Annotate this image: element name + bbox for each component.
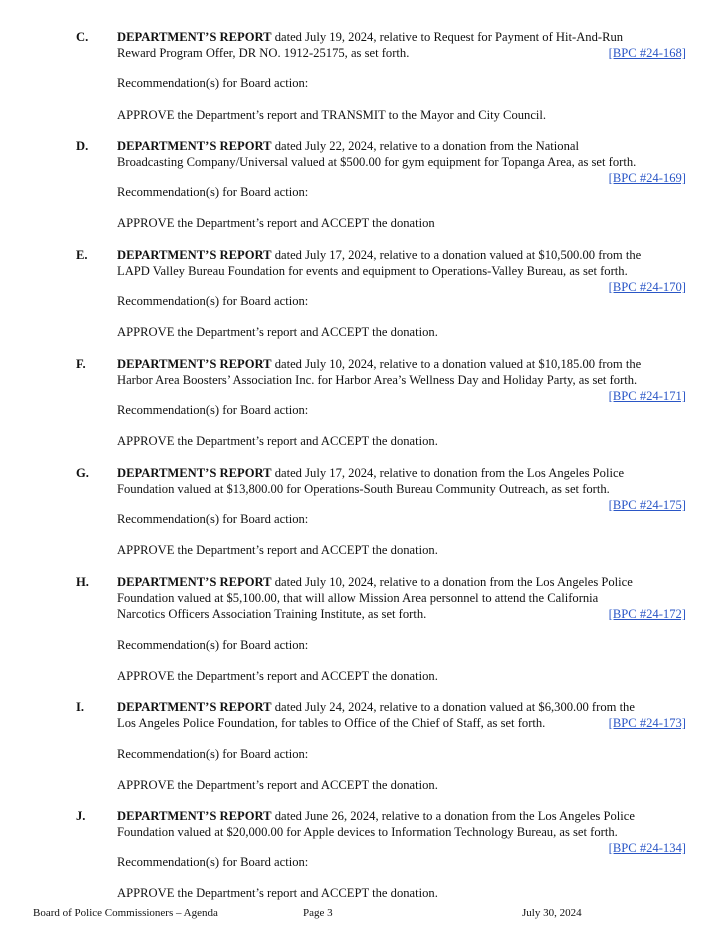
bpc-link-24-175[interactable]: [BPC #24-175] [608, 498, 686, 512]
bpc-link-24-168[interactable]: [BPC #24-168] [608, 46, 686, 60]
item-letter: C. [76, 30, 89, 44]
recommended-action: APPROVE the Department’s report and TRANSMIT to the Mayor and City Council. [117, 108, 547, 122]
report-label: DEPARTMENT’S REPORT [117, 357, 272, 371]
report-label: DEPARTMENT’S REPORT [117, 466, 272, 480]
footer-date: July 30, 2024 [522, 907, 582, 919]
item-letter: I. [76, 700, 85, 714]
recommendation-label: Recommendation(s) for Board action: [117, 76, 309, 90]
bpc-link-24-172[interactable]: [BPC #24-172] [608, 607, 686, 621]
bpc-link-24-134[interactable]: [BPC #24-134] [608, 841, 686, 855]
report-label: DEPARTMENT’S REPORT [117, 139, 272, 153]
recommended-action: APPROVE the Department’s report and ACCEPT the donation. [117, 543, 438, 557]
item-letter: D. [76, 139, 89, 153]
item-description: DEPARTMENT’S REPORT dated June 26, 2024, relative to a donation from the Los Angeles Police Foundation valued at $20,000.00 for Apple devices to Information Technology Bureau, as set forth. [BPC #24-134] [117, 809, 686, 855]
item-description: DEPARTMENT’S REPORT dated July 17, 2024, relative to donation from the Los Angeles Police Foundation valued at $13,800.00 for Operations-South Bureau Community Outreach, as set forth. [BPC #24-175] [117, 466, 686, 512]
footer-page-number: Page 3 [303, 907, 333, 919]
report-label: DEPARTMENT’S REPORT [117, 575, 272, 589]
item-letter: G. [76, 466, 89, 480]
recommended-action: APPROVE the Department’s report and ACCEPT the donation. [117, 669, 438, 683]
item-letter: F. [76, 357, 86, 371]
recommended-action: APPROVE the Department’s report and ACCEPT the donation. [117, 778, 438, 792]
recommended-action: APPROVE the Department’s report and ACCEPT the donation. [117, 325, 438, 339]
item-letter: H. [76, 575, 89, 589]
item-description: DEPARTMENT’S REPORT dated July 19, 2024, relative to Request for Payment of Hit-And-Run Reward Program Offer, DR NO. 1912-25175, as set forth. [BPC #24-168] [117, 30, 686, 60]
item-description: DEPARTMENT’S REPORT dated July 10, 2024, relative to a donation valued at $10,185.00 from the Harbor Area Boosters’ Association Inc. for Harbor Area’s Wellness Day and Holiday Party, as set forth. [BPC #24-171] [117, 357, 686, 403]
recommended-action: APPROVE the Department’s report and ACCEPT the donation. [117, 886, 438, 900]
recommended-action: APPROVE the Department’s report and ACCEPT the donation. [117, 434, 438, 448]
recommendation-label: Recommendation(s) for Board action: [117, 403, 309, 417]
item-description: DEPARTMENT’S REPORT dated July 22, 2024, relative to a donation from the National Broadcasting Company/Universal valued at $500.00 for gym equipment for Topanga Area, as set forth. [BPC #24-169] [117, 139, 686, 185]
report-label: DEPARTMENT’S REPORT [117, 248, 272, 262]
item-letter: J. [76, 809, 86, 823]
report-label: DEPARTMENT’S REPORT [117, 700, 272, 714]
item-description: DEPARTMENT’S REPORT dated July 24, 2024, relative to a donation valued at $6,300.00 from the Los Angeles Police Foundation, for tables to Office of the Chief of Staff, as set forth. [BPC #24-173] [117, 700, 686, 730]
report-label: DEPARTMENT’S REPORT [117, 809, 272, 823]
report-label: DEPARTMENT’S REPORT [117, 30, 272, 44]
recommendation-label: Recommendation(s) for Board action: [117, 512, 309, 526]
bpc-link-24-170[interactable]: [BPC #24-170] [608, 280, 686, 294]
recommendation-label: Recommendation(s) for Board action: [117, 855, 309, 869]
recommendation-label: Recommendation(s) for Board action: [117, 185, 309, 199]
recommendation-label: Recommendation(s) for Board action: [117, 747, 309, 761]
item-description: DEPARTMENT’S REPORT dated July 17, 2024, relative to a donation valued at $10,500.00 from the LAPD Valley Bureau Foundation for events and equipment to Operations-Valley Bureau, as set forth. [BPC #24-170] [117, 248, 686, 294]
recommendation-label: Recommendation(s) for Board action: [117, 294, 309, 308]
bpc-link-24-171[interactable]: [BPC #24-171] [608, 389, 686, 403]
footer-board-title: Board of Police Commissioners – Agenda [33, 907, 218, 919]
item-description: DEPARTMENT’S REPORT dated July 10, 2024, relative to a donation from the Los Angeles Police Foundation valued at $5,100.00, that will allow Mission Area personnel to attend the California Narcotics Officers Association Training Institute, as set forth. [BPC #24-172] [117, 575, 686, 621]
bpc-link-24-169[interactable]: [BPC #24-169] [608, 171, 686, 185]
bpc-link-24-173[interactable]: [BPC #24-173] [608, 716, 686, 730]
recommended-action: APPROVE the Department’s report and ACCEPT the donation [117, 216, 435, 230]
recommendation-label: Recommendation(s) for Board action: [117, 638, 309, 652]
item-letter: E. [76, 248, 88, 262]
